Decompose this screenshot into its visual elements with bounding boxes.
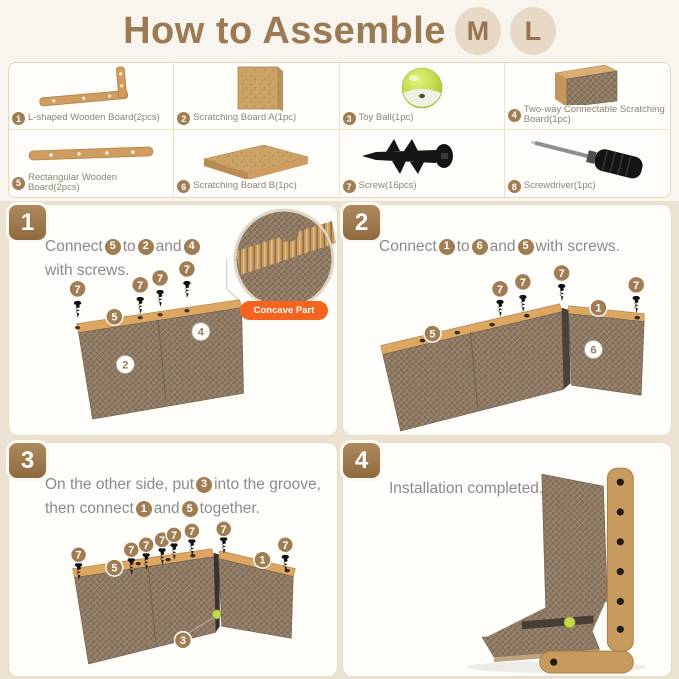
svg-text:7: 7: [188, 525, 195, 538]
part-ref-badge: 5: [105, 239, 121, 255]
part-number-badge: 5: [12, 177, 25, 190]
svg-text:7: 7: [519, 276, 526, 289]
svg-text:7: 7: [170, 529, 178, 542]
step-instruction: Installation completed.: [389, 480, 544, 497]
part-ref-badge: [216, 521, 232, 537]
part-ref-badge-white: [585, 341, 603, 359]
svg-text:1: 1: [595, 302, 602, 315]
step-number-badge: 2: [340, 202, 383, 243]
part-label: [508, 179, 667, 194]
step3-diagram: [9, 514, 337, 674]
scratching-board-b-icon: [186, 132, 326, 179]
step-number-badge: 3: [6, 440, 49, 481]
part-ref-badge: [628, 276, 645, 293]
screw: [156, 290, 163, 307]
part-ref-badge: [254, 551, 271, 568]
scratching-board-a-icon: [186, 65, 326, 111]
part-name: Toy Ball(1pc): [358, 112, 414, 124]
svg-text:7: 7: [159, 534, 166, 547]
svg-text:5: 5: [111, 562, 118, 575]
svg-text:7: 7: [157, 272, 164, 285]
svg-text:5: 5: [111, 311, 118, 324]
part-cell-l-shaped-board: [9, 63, 174, 130]
concave-part-inset: [229, 207, 339, 320]
cardboard-panel: [569, 314, 645, 396]
svg-text:7: 7: [497, 283, 504, 296]
part-ref-badge: [277, 537, 293, 553]
part-name: L-shaped Wooden Board(2pcs): [28, 112, 160, 124]
part-name: Two-way Connectable Scratching Board(1pc): [523, 103, 665, 126]
part-name: Rectangular Wooden Board(2pcs): [28, 171, 118, 194]
part-ref-badge: [71, 547, 87, 563]
part-ref-badge: [166, 527, 182, 543]
svg-text:7: 7: [143, 539, 150, 552]
rectangular-board-icon: [21, 132, 161, 173]
size-badge-m: M: [455, 7, 501, 55]
part-label: [12, 173, 170, 194]
part-ref-badge-white: [192, 323, 210, 341]
concave-part-label: Concave Part: [240, 301, 328, 320]
part-ref-badge: 1: [136, 501, 152, 517]
part-label: [177, 179, 335, 194]
part-cell-screwdriver: [505, 130, 670, 197]
part-number-badge: 1: [12, 112, 25, 125]
svg-text:7: 7: [128, 544, 135, 557]
svg-text:7: 7: [282, 539, 289, 552]
part-ref-badge: [106, 308, 123, 325]
top-section: [0, 0, 679, 201]
svg-text:4: 4: [197, 326, 205, 339]
step-instruction: On the other side, put 3 into the groove, then connect 1 and 5 together.: [45, 476, 321, 518]
part-ref-badge-white: [116, 355, 134, 373]
screw: [137, 297, 144, 314]
part-cell-two-way-board: [505, 63, 670, 130]
header: [0, 0, 679, 62]
part-cell-rect-board: [9, 130, 174, 197]
svg-text:7: 7: [75, 549, 82, 562]
part-ref-badge: [590, 299, 607, 316]
part-name: Screw(16pcs): [358, 180, 417, 192]
step2-diagram: [343, 263, 671, 433]
screw-icon: [352, 132, 492, 179]
svg-text:7: 7: [183, 263, 190, 276]
part-number-badge: 6: [177, 180, 190, 193]
step-panel-3: [8, 442, 338, 677]
screw: [183, 281, 190, 298]
part-ref-badge: 5: [182, 501, 198, 517]
step-instruction: Connect 5 to 2 and 4 with screws.: [45, 235, 260, 283]
part-number-badge: 8: [508, 180, 521, 193]
svg-text:2: 2: [122, 359, 129, 372]
step-number-badge: 1: [6, 202, 49, 243]
svg-text:7: 7: [558, 267, 565, 280]
part-ref-badge: [174, 632, 191, 649]
screwdriver-icon: [517, 132, 657, 179]
step-instruction: Connect 1 to 6 and 5 with screws.: [379, 238, 620, 255]
toy-ball: [564, 617, 575, 628]
part-ref-badge: [553, 265, 570, 282]
screw: [558, 284, 565, 301]
part-label: [12, 111, 170, 126]
step-panel-4: [342, 442, 672, 677]
part-ref-badge: 6: [472, 239, 488, 255]
part-cell-toy-ball: [340, 63, 505, 130]
part-ref-badge: 4: [184, 239, 200, 255]
part-number-badge: 2: [177, 112, 190, 125]
part-name: Screwdriver(1pc): [523, 180, 596, 192]
l-shaped-board-icon: [21, 65, 161, 111]
part-ref-badge: [106, 559, 123, 576]
part-label: [508, 105, 667, 126]
step-number-badge: 4: [340, 440, 383, 481]
toy-ball-icon: [352, 65, 492, 111]
part-ref-badge: 2: [138, 239, 154, 255]
svg-text:1: 1: [259, 554, 266, 567]
part-ref-badge: [138, 537, 154, 553]
part-ref-badge: [514, 273, 531, 290]
part-cell-screw: [340, 130, 505, 197]
size-badge-l: L: [510, 7, 556, 55]
part-ref-badge: 5: [518, 239, 534, 255]
concave-zoom-circle: [232, 207, 336, 311]
parts-list: [8, 62, 671, 198]
part-ref-badge: 1: [439, 239, 455, 255]
page-title: How to Assemble: [123, 9, 446, 52]
svg-text:7: 7: [137, 279, 144, 292]
part-ref-badge: [123, 542, 139, 558]
part-label: [343, 111, 501, 126]
part-cell-board-b: [174, 130, 339, 197]
svg-text:3: 3: [179, 635, 186, 648]
part-label: [177, 111, 335, 126]
svg-text:5: 5: [429, 328, 436, 341]
svg-text:7: 7: [74, 283, 81, 296]
part-number-badge: 7: [343, 180, 356, 193]
screw: [496, 300, 503, 317]
part-cell-board-a: [174, 63, 339, 130]
screw: [74, 301, 81, 318]
part-label: [343, 179, 501, 194]
part-number-badge: 3: [343, 112, 356, 125]
part-ref-badge: [492, 280, 509, 297]
step-panel-1: [8, 204, 338, 436]
part-name: Scratching Board A(1pc): [193, 112, 297, 124]
part-ref-badge: [424, 325, 441, 342]
step-panel-2: [342, 204, 672, 436]
part-ref-badge: 3: [196, 477, 212, 493]
part-name: Scratching Board B(1pc): [193, 180, 297, 192]
svg-text:7: 7: [220, 523, 227, 536]
part-ref-badge: [184, 523, 200, 539]
screw: [519, 295, 526, 312]
part-number-badge: 4: [508, 109, 521, 122]
svg-text:7: 7: [633, 279, 640, 292]
two-way-board-icon: [517, 65, 657, 105]
svg-text:6: 6: [590, 344, 597, 357]
screw: [633, 296, 640, 313]
